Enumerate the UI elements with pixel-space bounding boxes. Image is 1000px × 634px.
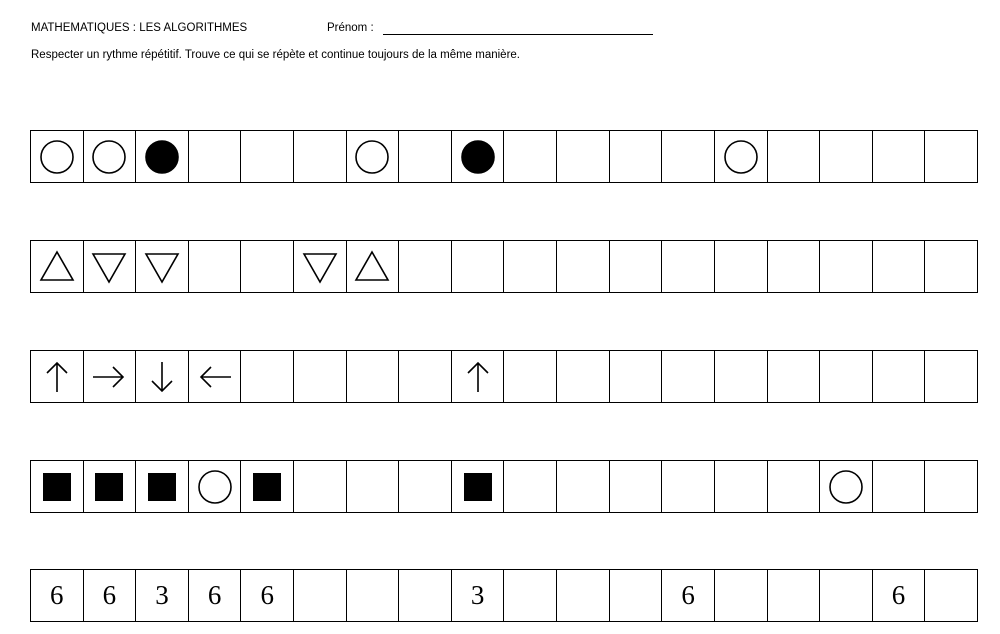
pattern-cell-empty[interactable] [241,131,294,182]
pattern-cell-empty[interactable] [189,241,242,292]
pattern-cell-empty[interactable] [873,241,926,292]
circle-filled-icon [460,139,496,175]
pattern-cell-empty[interactable] [820,131,873,182]
triangle-down-icon [302,249,338,285]
pattern-cell-empty[interactable] [189,131,242,182]
pattern-cell-empty[interactable] [873,351,926,402]
pattern-cell-empty[interactable] [241,351,294,402]
circle-filled-icon [144,139,180,175]
pattern-cell-empty[interactable] [557,241,610,292]
pattern-cell [873,570,926,621]
circle-outline-icon [828,469,864,505]
pattern-cell-empty[interactable] [768,351,821,402]
pattern-cell-empty[interactable] [820,351,873,402]
pattern-cell-empty[interactable] [504,131,557,182]
prenom-field[interactable] [383,34,653,35]
pattern-cell-empty[interactable] [925,351,978,402]
pattern-cell-empty[interactable] [610,131,663,182]
pattern-cell-empty[interactable] [820,570,873,621]
triangle-down-icon [144,249,180,285]
pattern-row-3 [30,350,978,403]
pattern-cell-empty[interactable] [399,461,452,512]
pattern-cell-empty[interactable] [504,241,557,292]
pattern-cell [84,351,137,402]
pattern-cell-empty[interactable] [557,351,610,402]
arrow-right-icon [91,359,127,395]
pattern-cell-empty[interactable] [610,241,663,292]
pattern-cell-empty[interactable] [715,241,768,292]
pattern-cell-empty[interactable] [662,131,715,182]
pattern-cell [189,461,242,512]
pattern-cell [820,461,873,512]
pattern-cell [452,351,505,402]
triangle-down-icon [91,249,127,285]
pattern-cell [136,131,189,182]
pattern-cell-empty[interactable] [504,351,557,402]
pattern-cell-empty[interactable] [873,461,926,512]
pattern-cell-empty[interactable] [925,241,978,292]
pattern-cell-empty[interactable] [715,351,768,402]
pattern-cell-empty[interactable] [399,241,452,292]
pattern-cell-empty[interactable] [768,461,821,512]
pattern-cell [189,570,242,621]
pattern-cell [452,131,505,182]
pattern-cell-empty[interactable] [768,570,821,621]
circle-outline-icon [39,139,75,175]
pattern-cell [662,570,715,621]
cell-number: 3 [470,580,485,610]
pattern-cell-empty[interactable] [925,570,978,621]
pattern-cell-empty[interactable] [662,241,715,292]
instruction-text: Respecter un rythme répétitif. Trouve ce qui se répète et continue toujours de la même manière. [31,49,521,61]
square-filled-icon [460,469,496,505]
pattern-cell [84,241,137,292]
pattern-row-5 [30,569,978,622]
pattern-row-1 [30,130,978,183]
pattern-cell [31,351,84,402]
pattern-cell [452,570,505,621]
cell-number: 6 [681,580,695,610]
cell-number: 6 [207,580,222,610]
pattern-cell-empty[interactable] [347,351,400,402]
pattern-cell [452,461,505,512]
pattern-cell [84,131,137,182]
pattern-cell-empty[interactable] [452,241,505,292]
pattern-cell-empty[interactable] [715,570,768,621]
cell-number: 3 [155,580,169,610]
arrow-up-icon [460,359,496,395]
pattern-cell-empty[interactable] [504,570,557,621]
pattern-cell-empty[interactable] [873,131,926,182]
pattern-cell-empty[interactable] [925,461,978,512]
pattern-cell-empty[interactable] [399,351,452,402]
pattern-cell [136,241,189,292]
pattern-cell-empty[interactable] [557,461,610,512]
pattern-cell [136,351,189,402]
pattern-cell-empty[interactable] [294,461,347,512]
arrow-left-icon [197,359,233,395]
circle-outline-icon [723,139,759,175]
pattern-cell-empty[interactable] [715,461,768,512]
square-filled-icon [39,469,75,505]
pattern-cell-empty[interactable] [768,241,821,292]
pattern-cell [294,241,347,292]
pattern-cell-empty[interactable] [662,351,715,402]
cell-number: 6 [102,580,117,610]
cell-number: 6 [50,580,64,610]
arrow-up-icon [39,359,75,395]
pattern-cell-empty[interactable] [504,461,557,512]
triangle-up-icon [39,249,75,285]
pattern-cell [241,461,294,512]
square-filled-icon [144,469,180,505]
pattern-cell [136,570,189,621]
pattern-cell [136,461,189,512]
square-filled-icon [249,469,285,505]
triangle-up-icon [354,249,390,285]
arrow-down-icon [144,359,180,395]
pattern-cell [31,570,84,621]
circle-outline-icon [354,139,390,175]
pattern-cell-empty[interactable] [557,570,610,621]
pattern-cell [241,570,294,621]
circle-outline-icon [91,139,127,175]
pattern-cell-empty[interactable] [294,131,347,182]
pattern-cell-empty[interactable] [610,570,663,621]
cell-number: 6 [891,580,906,610]
pattern-cell [31,131,84,182]
cell-number: 6 [260,580,274,610]
pattern-cell-empty[interactable] [662,461,715,512]
pattern-cell-empty[interactable] [610,351,663,402]
pattern-cell-empty[interactable] [925,131,978,182]
pattern-cell-empty[interactable] [610,461,663,512]
pattern-cell-empty[interactable] [347,461,400,512]
pattern-cell [31,241,84,292]
prenom-label: Prénom : [327,22,374,34]
worksheet-title: MATHEMATIQUES : LES ALGORITHMES [31,22,248,34]
square-filled-icon [91,469,127,505]
pattern-cell-empty[interactable] [294,351,347,402]
circle-outline-icon [197,469,233,505]
pattern-cell [715,131,768,182]
pattern-cell [31,461,84,512]
pattern-cell [84,570,137,621]
pattern-cell-empty[interactable] [768,131,821,182]
pattern-cell-empty[interactable] [399,131,452,182]
pattern-cell [347,241,400,292]
pattern-row-4 [30,460,978,513]
pattern-row-2 [30,240,978,293]
pattern-cell-empty[interactable] [399,570,452,621]
pattern-cell-empty[interactable] [241,241,294,292]
pattern-cell-empty[interactable] [347,570,400,621]
pattern-cell [189,351,242,402]
pattern-cell-empty[interactable] [557,131,610,182]
pattern-cell-empty[interactable] [294,570,347,621]
pattern-cell [347,131,400,182]
pattern-cell-empty[interactable] [820,241,873,292]
pattern-cell [84,461,137,512]
